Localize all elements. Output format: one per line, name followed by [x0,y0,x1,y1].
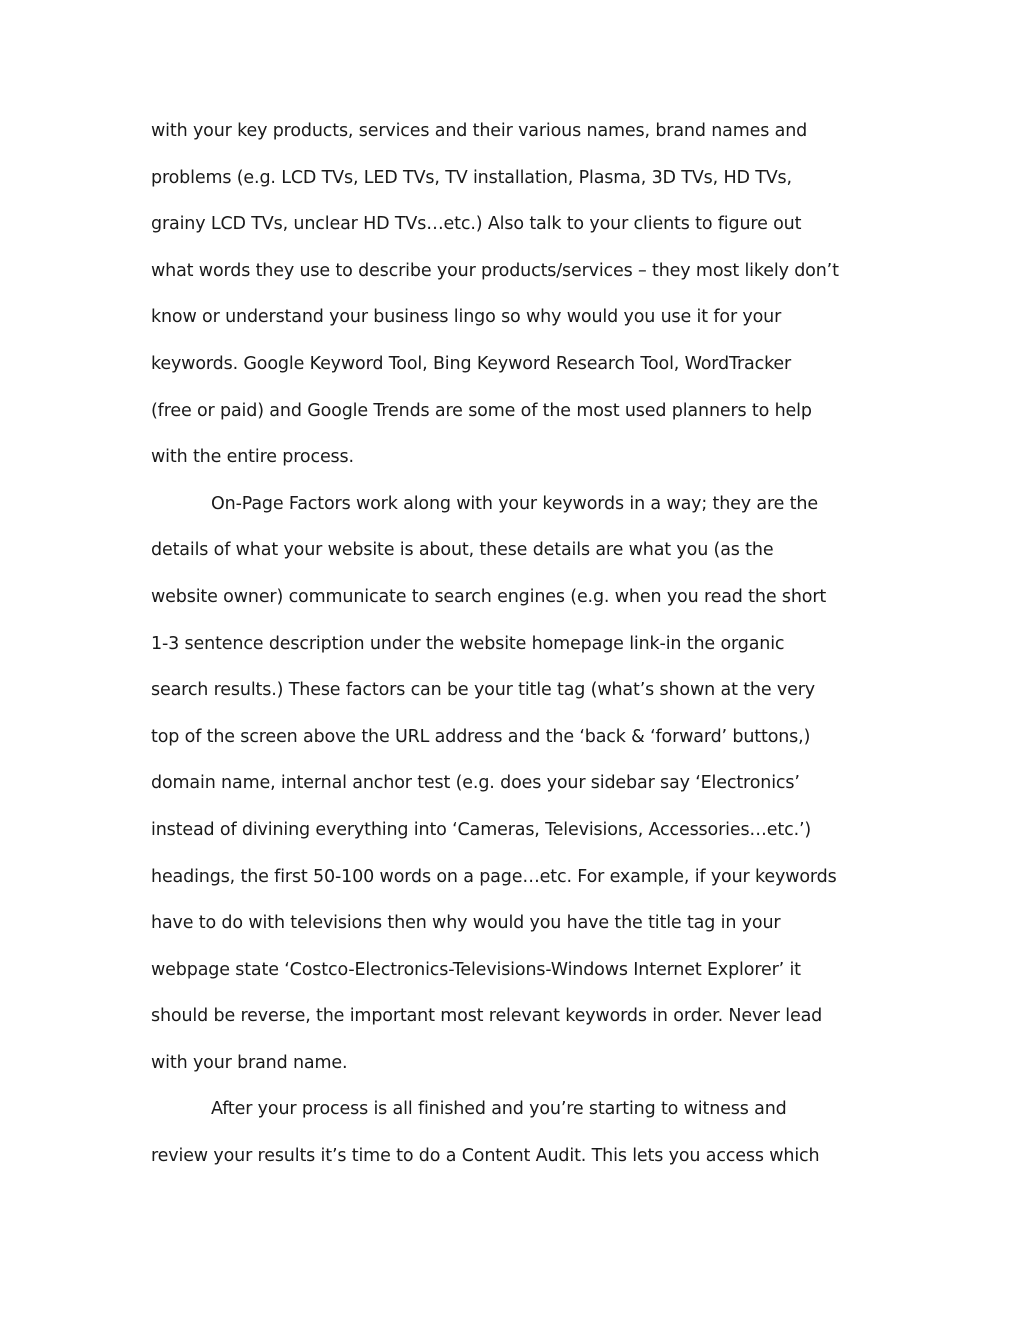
text-line: 1-3 sentence description under the website homepage link-in the organic [151,633,785,654]
body-text [151,108,891,1180]
text-line: what words they use to describe your products/services – they most likely don’t [151,260,839,281]
text-line: keywords. Google Keyword Tool, Bing Keyword Research Tool, WordTracker [151,353,792,374]
text-line: headings, the first 50-100 words on a page…etc. For example, if your keywords [151,866,837,887]
text-line: should be reverse, the important most relevant keywords in order. Never lead [151,1006,823,1027]
text-line: webpage state ‘Costco-Electronics-Televisions-Windows Internet Explorer’ it [151,959,801,980]
text-line: search results.) These factors can be your title tag (what’s shown at the very [151,680,815,701]
text-line: with your brand name. [151,1052,348,1073]
paragraph-start-line: After your process is all finished and you’re starting to witness and [211,1099,787,1120]
paragraph-start-line: On-Page Factors work along with your keywords in a way; they are the [211,493,818,514]
text-line: know or understand your business lingo so why would you use it for your [151,307,782,328]
text-line: with the entire process. [151,447,354,468]
text-line: with your key products, services and their various names, brand names and [151,121,808,141]
text-line: instead of divining everything into ‘Cameras, Televisions, Accessories…etc.’) [151,819,812,840]
text-line: top of the screen above the URL address and the ‘back & ‘forward’ buttons,) [151,726,811,747]
text-line: grainy LCD TVs, unclear HD TVs…etc.) Also talk to your clients to figure out [151,214,802,235]
text-line: have to do with televisions then why would you have the title tag in your [151,913,781,934]
text-line: problems (e.g. LCD TVs, LED TVs, TV installation, Plasma, 3D TVs, HD TVs, [151,167,792,188]
text-line: website owner) communicate to search engines (e.g. when you read the short [151,586,827,607]
text-line: domain name, internal anchor test (e.g. does your sidebar say ‘Electronics’ [151,773,800,794]
text-line: details of what your website is about, these details are what you (as the [151,540,774,561]
text-line: (free or paid) and Google Trends are some of the most used planners to help [151,400,812,421]
text-line: review your results it’s time to do a Content Audit. This lets you access which [151,1146,820,1167]
